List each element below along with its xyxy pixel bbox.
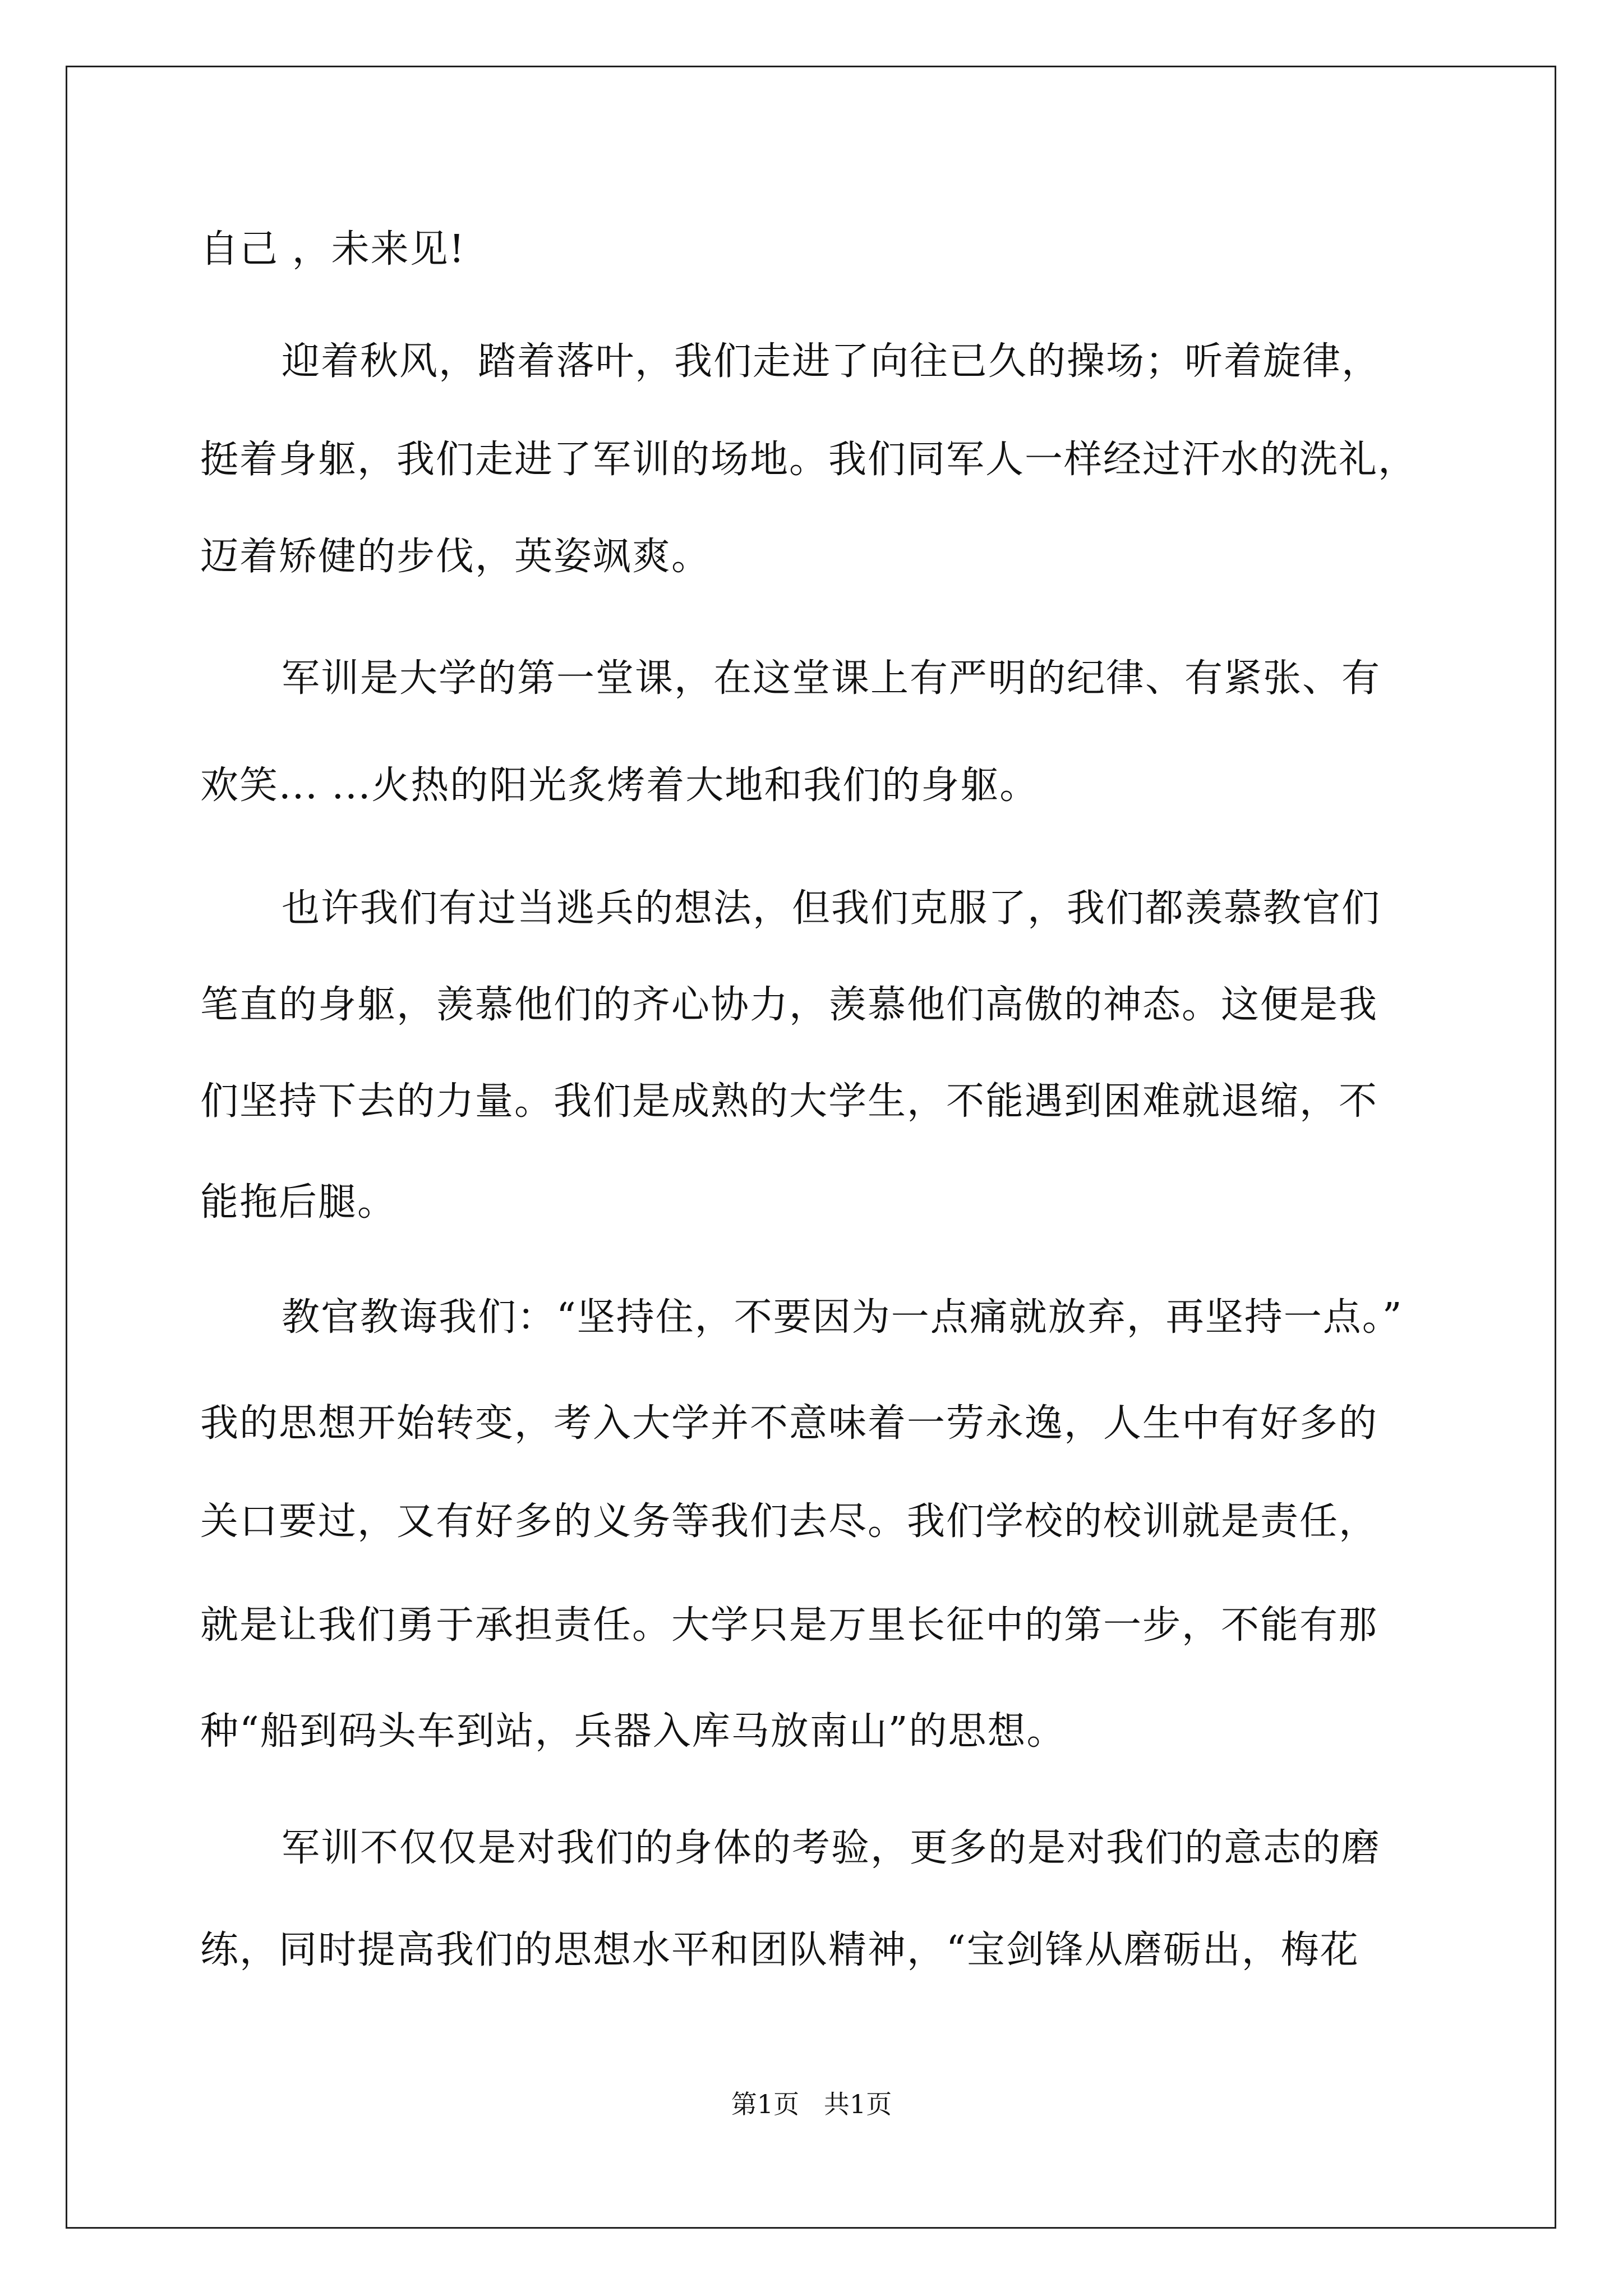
text-line: 军训不仅仅是对我们的身体的考验，更多的是对我们的意志的磨 bbox=[282, 1826, 1381, 1870]
text-line: 挺着身躯，我们走进了军训的场地。我们同军人一样经过汗水的洗礼， bbox=[200, 438, 1418, 482]
text-line: 也许我们有过当逃兵的想法，但我们克服了，我们都羡慕教官们 bbox=[282, 886, 1381, 931]
text-line: 欢笑... ...火热的阳光炙烤着大地和我们的身躯。 bbox=[200, 763, 1039, 808]
text-line: 们坚持下去的力量。我们是成熟的大学生，不能遇到困难就退缩，不 bbox=[200, 1079, 1378, 1124]
page-border bbox=[66, 66, 1556, 2229]
text-line: 教官教诲我们：“坚持住，不要因为一点痛就放弃，再坚持一点。” bbox=[282, 1295, 1403, 1340]
text-line: 练，同时提高我们的思想水平和团队精神，“宝剑锋从磨砺出，梅花 bbox=[200, 1928, 1359, 1972]
text-line: 能拖后腿。 bbox=[200, 1180, 397, 1225]
text-line: 笔直的身躯，羡慕他们的齐心协力，羡慕他们高傲的神态。这便是我 bbox=[200, 983, 1378, 1027]
text-line: 就是让我们勇于承担责任。大学只是万里长征中的第一步，不能有那 bbox=[200, 1603, 1378, 1648]
text-line: 军训是大学的第一堂课，在这堂课上有严明的纪律、有紧张、有 bbox=[282, 656, 1381, 701]
page-number-footer: 第1页 共1页 bbox=[731, 2089, 892, 2119]
text-line: 种“船到码头车到站，兵器入库马放南山”的思想。 bbox=[200, 1709, 1066, 1754]
text-line: 迎着秋风，踏着落叶，我们走进了向往已久的操场；听着旋律， bbox=[282, 339, 1381, 384]
text-line: 我的思想开始转变，考入大学并不意味着一劳永逸，人生中有好多的 bbox=[200, 1401, 1378, 1446]
text-line: 自己 ，未来见! bbox=[200, 227, 465, 272]
text-line: 迈着矫健的步伐，英姿飒爽。 bbox=[200, 535, 711, 579]
text-line: 关口要过，又有好多的义务等我们去尽。我们学校的校训就是责任， bbox=[200, 1499, 1378, 1544]
